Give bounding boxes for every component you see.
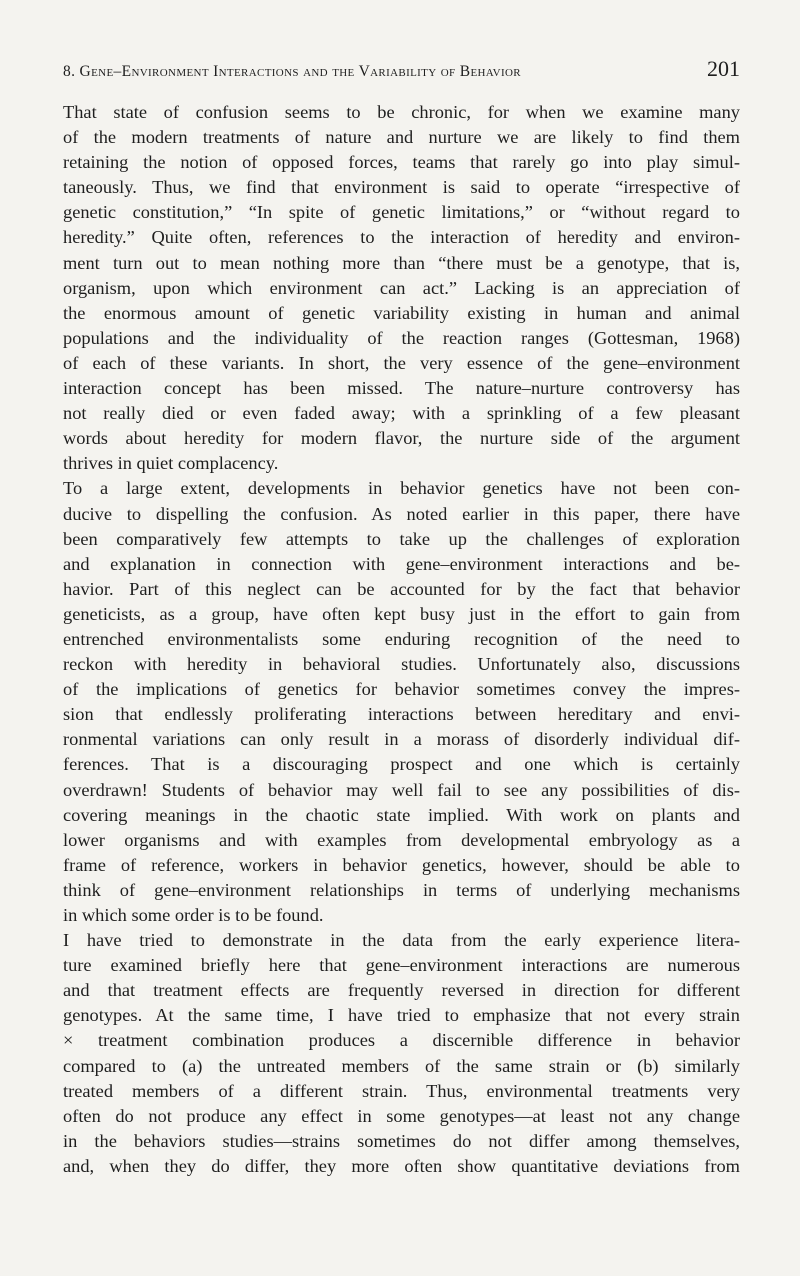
running-head <box>63 58 740 92</box>
page-number: 201 <box>707 56 740 81</box>
text-line: × treatment combination produces a discernible difference in behavior <box>63 1030 740 1051</box>
text-line: the enormous amount of genetic variability existing in human and animal <box>63 302 740 323</box>
text-line: overdrawn! Students of behavior may well fail to see any possibilities of dis- <box>63 779 740 800</box>
text-line: ducive to dispelling the confusion. As noted earlier in this paper, there have <box>63 503 740 524</box>
text-line: of the implications of genetics for behavior sometimes convey the impres- <box>63 679 740 700</box>
text-line: thrives in quiet complacency. <box>63 453 279 474</box>
text-line: reckon with heredity in behavioral studies. Unfortunately also, discussions <box>63 654 740 675</box>
text-line: heredity.” Quite often, references to the interaction of heredity and environ- <box>63 227 740 248</box>
text-line: ment turn out to mean nothing more than “there must be a genotype, that is, <box>63 252 740 273</box>
text-line: organism, upon which environment can act.” Lacking is an appreciation of <box>63 277 740 298</box>
text-line: I have tried to demonstrate in the data from the early experience litera- <box>63 930 740 951</box>
text-line: and that treatment effects are frequently reversed in direction for different <box>63 980 740 1001</box>
text-line: frame of reference, workers in behavior genetics, however, should be able to <box>63 854 740 875</box>
running-title: 8. Gene–Environment Interactions and the Variability of Behavior <box>63 63 521 80</box>
text-line: That state of confusion seems to be chronic, for when we examine many <box>63 102 740 122</box>
text-line: and, when they do differ, they more often show quantitative deviations from <box>63 1155 740 1176</box>
paragraph <box>63 928 740 1179</box>
text-line: genetic constitution,” “In spite of genetic limitations,” or “without regard to <box>63 202 740 223</box>
text-line: words about heredity for modern flavor, the nurture side of the argument <box>63 428 740 449</box>
text-line: havior. Part of this neglect can be accounted for by the fact that behavior <box>63 578 740 599</box>
text-line: treated members of a different strain. Thus, environmental treatments very <box>63 1080 740 1101</box>
text-line: populations and the individuality of the reaction ranges (Gottesman, 1968) <box>63 327 740 348</box>
text-line: genotypes. At the same time, I have tried to emphasize that not every strain <box>63 1005 740 1026</box>
book-page <box>63 58 740 1179</box>
text-line: covering meanings in the chaotic state implied. With work on plants and <box>63 804 740 825</box>
text-line: entrenched environmentalists some enduring recognition of the need to <box>63 628 740 649</box>
paragraph <box>63 476 740 928</box>
text-line: of the modern treatments of nature and nurture we are likely to find them <box>63 127 740 148</box>
text-line: often do not produce any effect in some genotypes—at least not any change <box>63 1105 740 1126</box>
text-line: ferences. That is a discouraging prospect and one which is certainly <box>63 754 740 775</box>
text-line: not really died or even faded away; with a sprinkling of a few pleasant <box>63 403 740 424</box>
text-line: interaction concept has been missed. The nature–nurture controversy has <box>63 378 740 399</box>
text-line: geneticists, as a group, have often kept busy just in the effort to gain from <box>63 603 740 624</box>
paragraph <box>63 100 740 476</box>
text-line: taneously. Thus, we find that environment is said to operate “irrespective of <box>63 177 740 198</box>
text-line: compared to (a) the untreated members of the same strain or (b) similarly <box>63 1055 740 1076</box>
text-line: sion that endlessly proliferating interactions between hereditary and envi- <box>63 704 740 725</box>
body-text <box>63 100 740 1179</box>
text-line: think of gene–environment relationships in terms of underlying mechanisms <box>63 879 740 900</box>
text-line: and explanation in connection with gene–environment interactions and be- <box>63 553 740 574</box>
text-line: in which some order is to be found. <box>63 905 324 925</box>
text-line: retaining the notion of opposed forces, teams that rarely go into play simul- <box>63 152 740 173</box>
text-line: ture examined briefly here that gene–environment interactions are numerous <box>63 955 740 976</box>
text-line: of each of these variants. In short, the very essence of the gene–environment <box>63 352 740 373</box>
text-line: ronmental variations can only result in a morass of disorderly individual dif- <box>63 729 740 750</box>
text-line: been comparatively few attempts to take up the challenges of exploration <box>63 528 740 549</box>
text-line: lower organisms and with examples from developmental embryology as a <box>63 829 740 850</box>
text-line: in the behaviors studies—strains sometimes do not differ among themselves, <box>63 1130 740 1151</box>
text-line: To a large extent, developments in behavior genetics have not been con- <box>63 478 740 499</box>
